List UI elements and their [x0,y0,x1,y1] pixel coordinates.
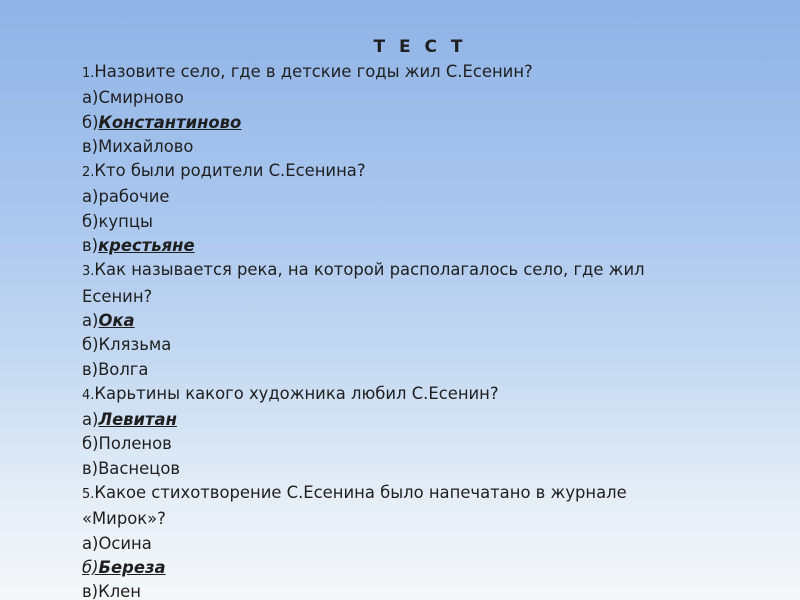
answer-text: Волга [98,359,149,379]
answer-letter: б) [82,434,99,454]
answer-text: Клен [98,582,141,600]
answer-option [82,333,682,357]
test-title: Т Е С Т [373,37,467,57]
answer-letter: а) [82,187,99,207]
answer-text: Константиново [98,112,242,132]
question-text: Кто были родители С.Есенина? [94,161,366,181]
question-text: Карьтины какого художника любил С.Есенин? [94,383,499,403]
question-number: 1. [82,66,95,81]
answer-option-correct [82,556,682,580]
answer-option [82,532,682,556]
answer-option [82,457,682,481]
answer-option-correct [82,309,682,333]
answer-text: Ока [98,310,135,330]
answer-text: крестьяне [98,236,195,256]
answer-option-correct [82,234,682,258]
question-line [82,285,682,309]
answer-option [82,358,682,382]
answer-option-correct [82,408,682,432]
answer-letter: а) [82,410,99,430]
answer-letter: б) [82,112,99,132]
question-line [82,507,682,531]
answer-letter: а) [82,533,99,553]
answer-text: Левитан [98,410,177,430]
answer-letter: а) [82,88,99,108]
question-line [82,159,682,185]
answer-letter: в) [82,458,99,478]
answer-text: Клязьма [98,335,172,355]
answer-letter: а) [82,310,99,330]
answer-option [82,185,682,209]
answer-text: купцы [98,211,153,231]
question-number: 4. [82,387,95,403]
answer-option [82,580,682,600]
question-line [82,481,682,507]
question-line [82,382,682,408]
question-number: 5. [82,487,95,503]
question-number: 2. [82,165,95,181]
answer-letter: б) [82,335,99,355]
question-line [82,60,682,86]
answer-option [82,86,682,110]
answer-text: Береза [98,557,166,577]
answer-text: Михайлово [98,136,194,156]
answer-option [82,432,682,456]
answer-letter: в) [82,236,99,256]
test-content [82,60,682,600]
answer-letter: в) [82,359,99,379]
answer-text: Осина [98,533,152,553]
question-text: «Мирок»? [82,509,166,529]
answer-letter: в) [82,582,99,600]
question-text: Назовите село, где в детские годы жил С.Есенин? [94,62,533,81]
answer-option [82,135,682,159]
answer-text: рабочие [98,187,170,207]
answer-text: Васнецов [98,458,181,478]
question-text: Есенин? [82,286,153,306]
question-text: Как называется река, на которой располагалось село, где жил [94,260,645,280]
answer-option [82,210,682,234]
question-text: Какое стихотворение С.Есенина было напечатано в журнале [94,483,627,503]
question-number: 3. [82,264,95,280]
answer-text: Поленов [98,434,172,454]
answer-letter: б) [82,211,99,231]
answer-text: Смирново [98,88,184,108]
answer-letter: б) [82,557,99,577]
answer-letter: в) [82,136,99,156]
question-line [82,258,682,284]
answer-option-correct [82,111,682,135]
